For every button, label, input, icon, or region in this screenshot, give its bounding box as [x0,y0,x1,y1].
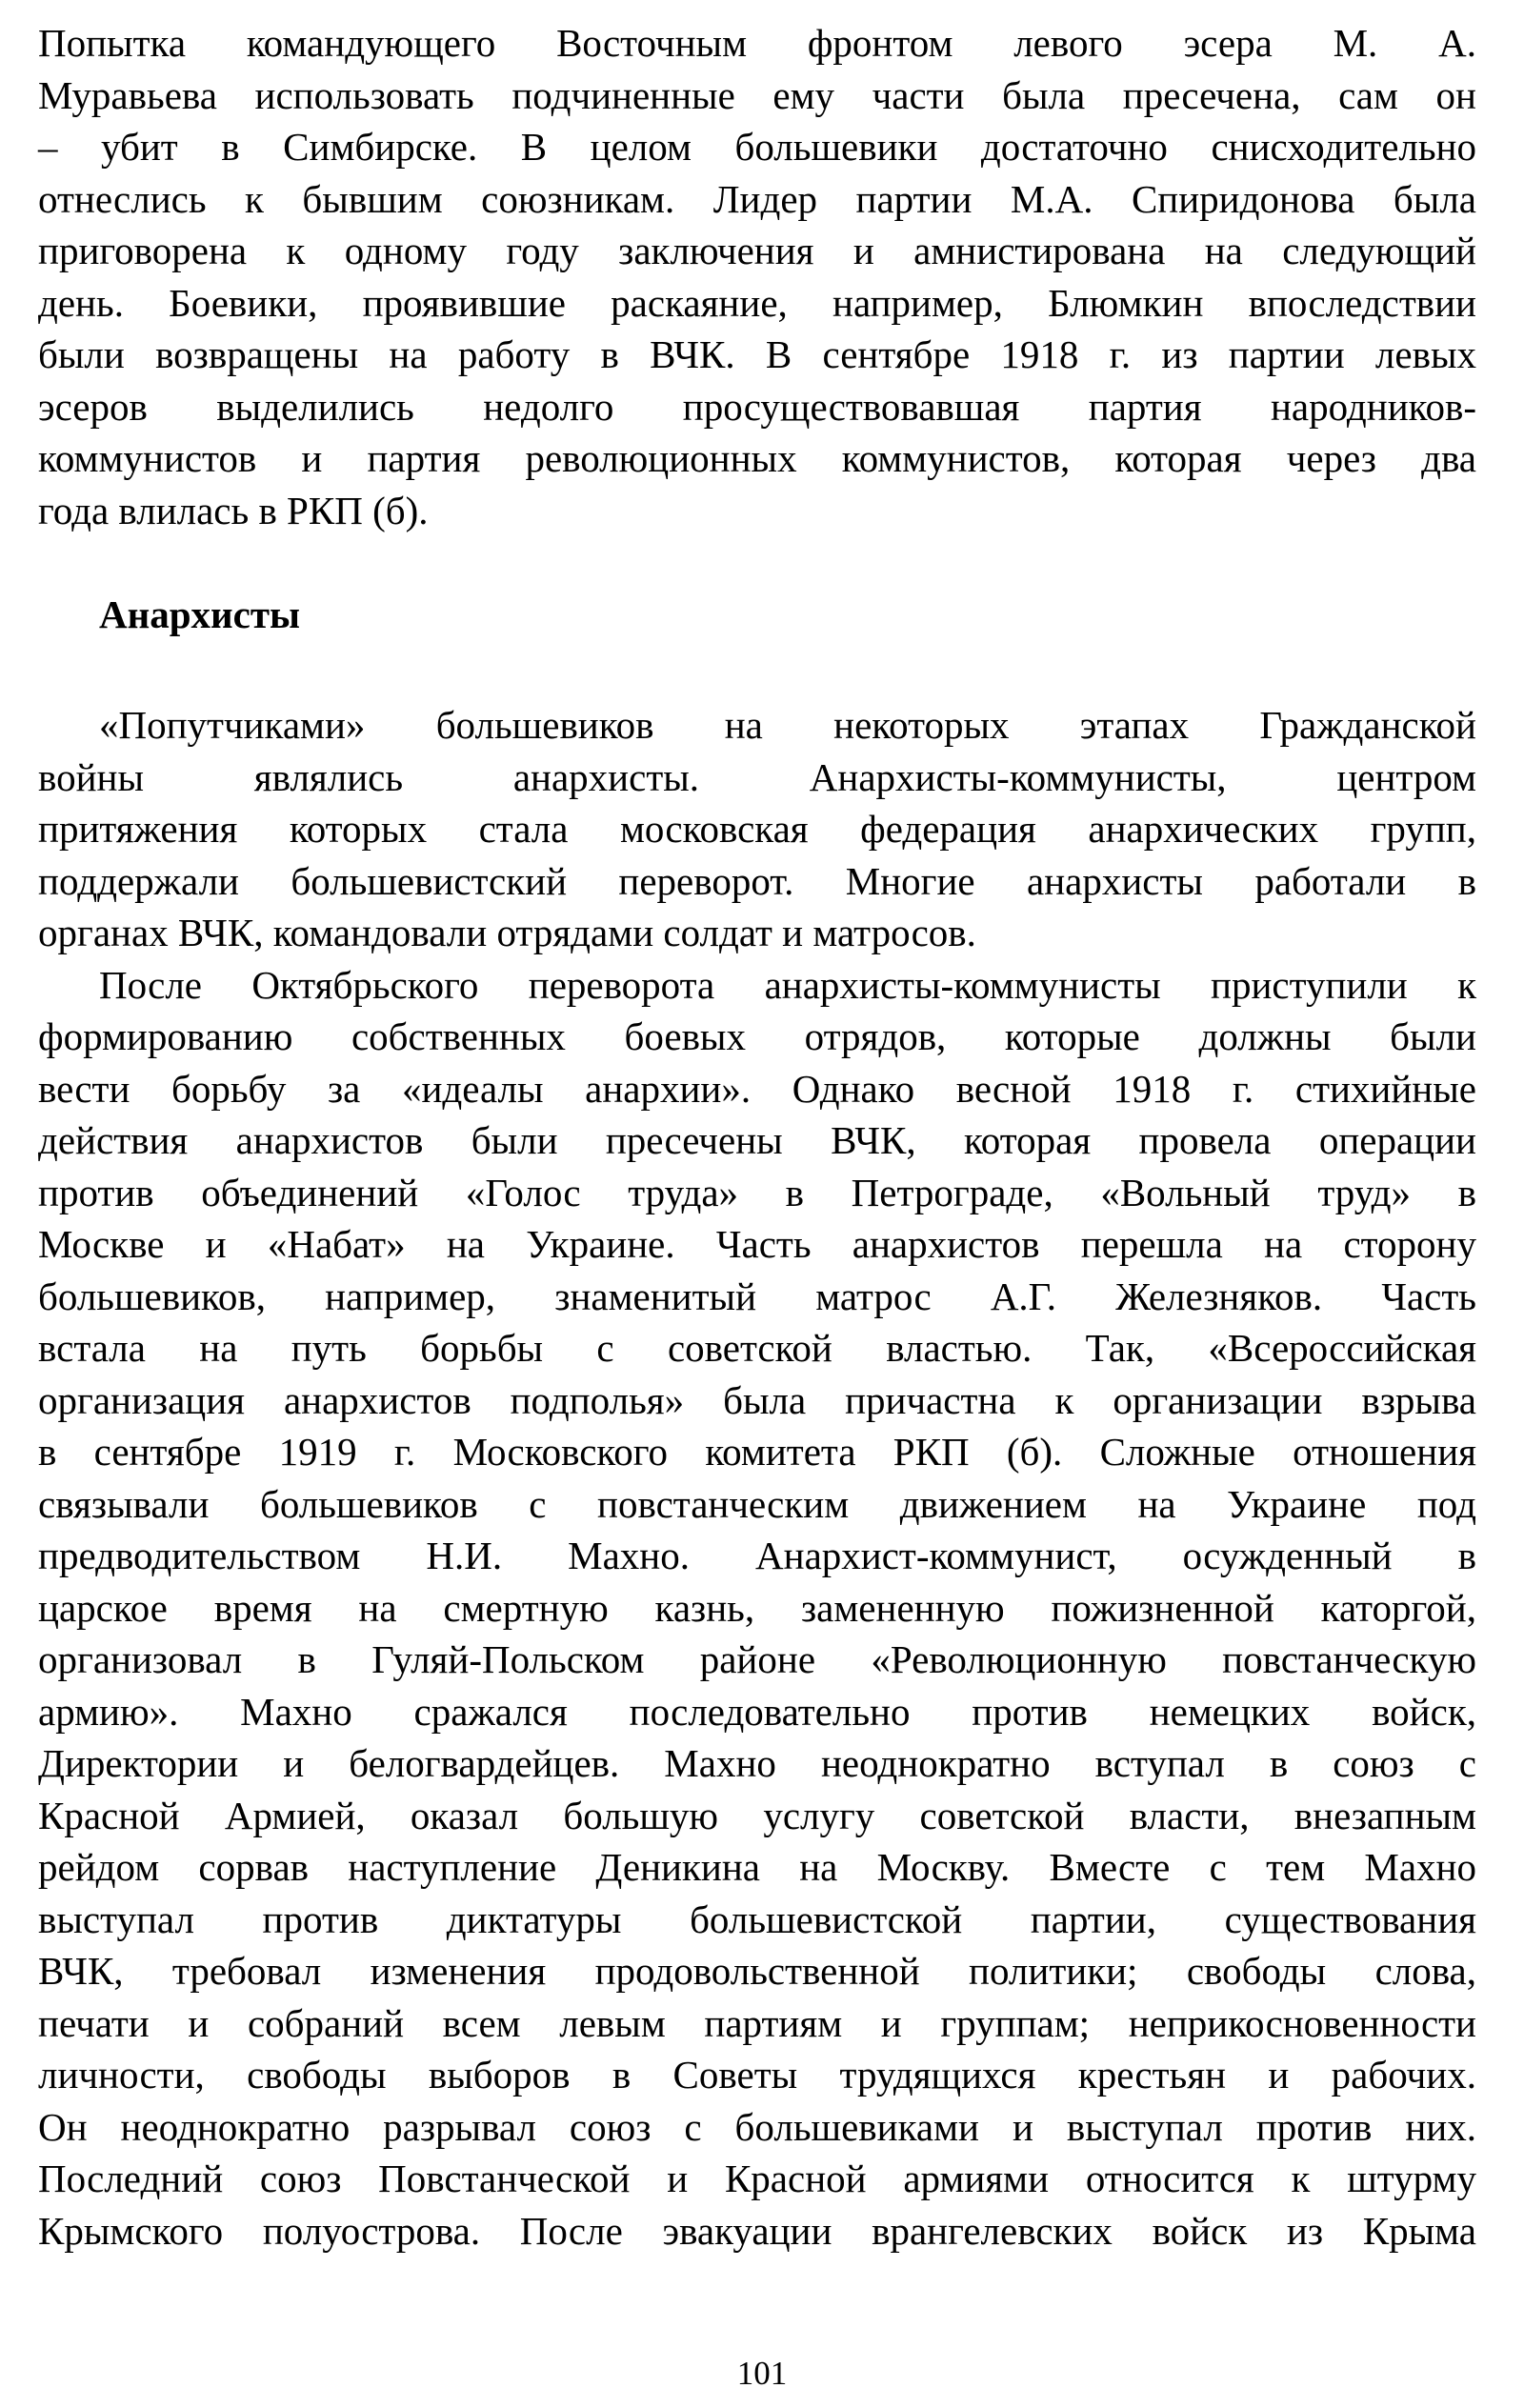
text-line: притяжения которых стала московская федерация анархических групп, [38,807,1476,851]
text-line: предводительством Н.И. Махно. Анархист-коммунист, осужденный в [38,1534,1476,1577]
text-line: день. Боевики, проявившие раскаяние, например, Блюмкин впоследствии [38,280,1476,325]
text-line: личности, свободы выборов в Советы трудящихся крестьян и рабочих. [38,2053,1476,2097]
text-line: приговорена к одному году заключения и амнистирована на следующий [38,229,1476,272]
paragraph [38,959,1476,2258]
text-line: вести борьбу за «идеалы анархии». Однако весной 1918 г. стихийные [38,1066,1476,1111]
paragraph-continuation [38,17,1476,536]
text-line: в сентябре 1919 г. Московского комитета РКП (б). Сложные отношения [38,1430,1476,1474]
text-line: Последний союз Повстанческой и Красной армиями относится к штурму [38,2157,1476,2200]
text-line: Муравьева использовать подчиненные ему части была пресечена, сам он [38,72,1476,117]
text-line: Москве и «Набат» на Украине. Часть анархистов перешла на сторону [38,1222,1476,1266]
paragraph [38,699,1476,959]
text-line: формированию собственных боевых отрядов, которые должны были [38,1014,1476,1058]
text-line: армию». Махно сражался последовательно против немецких войск, [38,1689,1476,1734]
text-line: организация анархистов подполья» была причастна к организации взрыва [38,1377,1476,1422]
text-line: были возвращены на работу в ВЧК. В сентябре 1918 г. из партии левых [38,332,1476,376]
text-line: года влилась в РКП (б). [38,488,429,532]
text-line: выступал против диктатуры большевистской партии, существования [38,1896,1476,1941]
text-line: Директории и белогвардейцев. Махно неоднократно вступал в союз с [38,1741,1476,1785]
text-line: эсеров выделились недолго просуществовавшая партия народников- [38,384,1476,429]
page-number: 101 [736,2355,788,2392]
text-line: поддержали большевистский переворот. Многие анархисты работали в [38,858,1476,903]
text-line: войны являлись анархисты. Анархисты-коммунисты, центром [38,754,1476,799]
text-line: коммунистов и партия революционных коммунистов, которая через два [38,436,1476,480]
text-line: царское время на смертную казнь, замененную пожизненной каторгой, [38,1585,1476,1630]
text-line: Попытка командующего Восточным фронтом левого эсера М. А. [38,21,1476,65]
text-line: большевиков, например, знаменитый матрос А.Г. Железняков. Часть [38,1274,1476,1318]
text-line: После Октябрьского переворота анархисты-коммунисты приступили к [99,962,1476,1007]
text-line: органах ВЧК, командовали отрядами солдат и матросов. [38,911,976,954]
text-line: действия анархистов были пресечены ВЧК, которая провела операции [38,1118,1476,1162]
text-line: организовал в Гуляй-Польском районе «Революционную повстанческую [38,1637,1476,1681]
text-line: Крымского полуострова. После эвакуации врангелевских войск из Крыма [38,2208,1476,2253]
text-line: встала на путь борьбы с советской властью. Так, «Всероссийская [38,1326,1476,1370]
text-line: печати и собраний всем левым партиям и группам; неприкосновенности [38,2000,1476,2045]
section-heading: Анархисты [99,592,301,636]
text-line: отнеслись к бывшим союзникам. Лидер партии М.А. Спиридонова была [38,176,1476,221]
text-line: – убит в Симбирске. В целом большевики достаточно снисходительно [38,125,1476,169]
text-line: Он неоднократно разрывал союз с большевиками и выступал против них. [38,2104,1476,2149]
text-line: рейдом сорвав наступление Деникина на Москву. Вместе с тем Махно [38,1845,1476,1889]
section-body [38,699,1476,2257]
text-line: Красной Армией, оказал большую услугу советской власти, внезапным [38,1793,1476,1837]
text-line: «Попутчиками» большевиков на некоторых этапах Гражданской [99,703,1476,747]
text-line: ВЧК, требовал изменения продовольственной политики; свободы слова, [38,1949,1476,1993]
text-line: против объединений «Голос труда» в Петрограде, «Вольный труд» в [38,1170,1476,1214]
text-line: связывали большевиков с повстанческим движением на Украине под [38,1481,1476,1526]
